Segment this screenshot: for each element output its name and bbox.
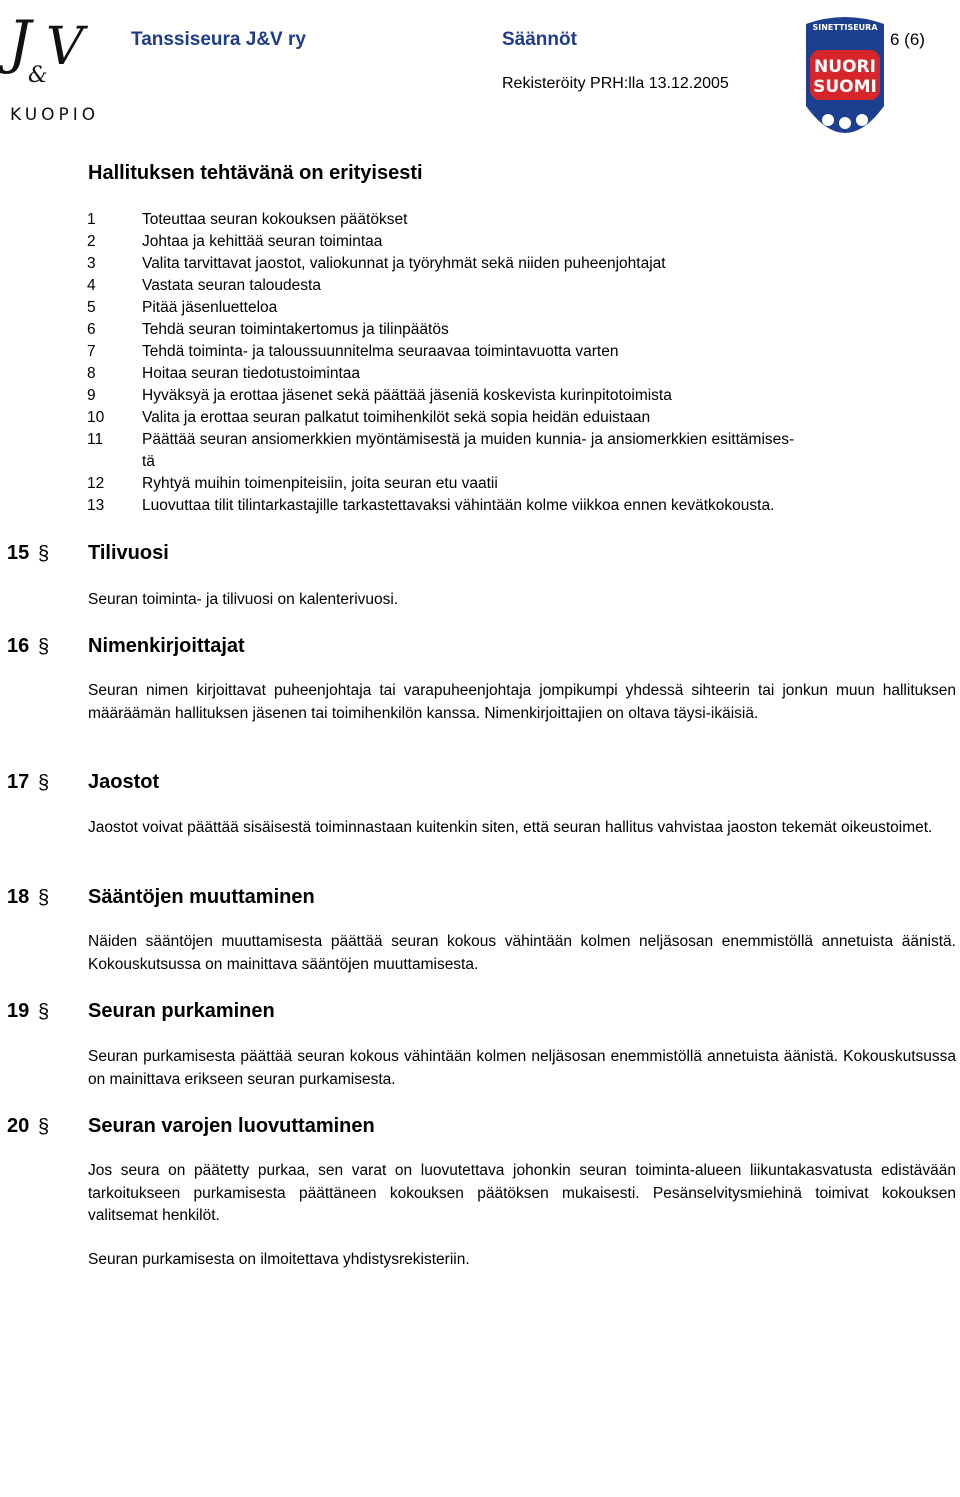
header-organization: Tanssiseura J&V ry xyxy=(131,29,306,50)
logo-city-text: KUOPIO xyxy=(10,105,100,125)
duty-item: 9 Hyväksyä ja erottaa jäsenet sekä päättää jäseniä koskevista kurinpitotoimista xyxy=(87,387,672,404)
duty-item: 3 Valita tarvittavat jaostot, valiokunnat ja työryhmät sekä niiden puheenjohtajat xyxy=(87,255,666,272)
svg-text:V: V xyxy=(46,17,84,77)
section-number: 17 xyxy=(7,771,30,793)
duties-list xyxy=(87,209,957,517)
duty-item: 1 Toteuttaa seuran kokouksen päätökset xyxy=(87,211,408,228)
jv-kuopio-logo xyxy=(6,4,100,125)
duty-item: 8 Hoitaa seuran tiedotustoimintaa xyxy=(87,365,360,382)
section-20-text: Jos seura on päätetty purkaa, sen varat on luovutettava johonkin seuran toiminta-alueen liikuntakasvatusta edistävään tarkoitukseen purkamisesta päättäneen kokouksen päätöksen mukaisesti. Pesänselvitysmiehinä toimivat kokouksen valitsemat henkilöt. xyxy=(88,1162,956,1224)
section-number: 20 xyxy=(7,1115,30,1137)
paragraph-sign: § xyxy=(38,636,50,658)
section-number: 16 xyxy=(7,635,30,657)
paragraph-sign: § xyxy=(38,1001,50,1023)
header-document-title: Säännöt xyxy=(502,29,577,50)
paragraph-sign: § xyxy=(38,772,50,794)
header-registration: Rekisteröity PRH:lla 13.12.2005 xyxy=(502,75,729,92)
section-title: Tilivuosi xyxy=(88,542,169,564)
duty-item: 10 Valita ja erottaa seuran palkatut toimihenkilöt sekä sopia heidän eduistaan xyxy=(87,409,651,426)
duty-item: 13 Luovuttaa tilit tilintarkastajille tarkastettavaksi vähintään kolme viikkoa ennen kevätkokousta. xyxy=(87,497,775,514)
section-15-text: Seuran toiminta- ja tilivuosi on kalenterivuosi. xyxy=(88,591,399,608)
duty-item: 11 Päättää seuran ansiomerkkien myöntämisestä ja muiden kunnia- ja ansiomerkkien esittämises- tä xyxy=(87,431,795,470)
duties-heading: Hallituksen tehtävänä on erityisesti xyxy=(88,162,423,184)
section-title: Jaostot xyxy=(88,771,160,793)
section-18-text: Näiden sääntöjen muuttamisesta päättää seuran kokous vähintään kolmen neljäsosan enemmistöllä annetuista äänistä. Kokouskutsussa on mainittava sääntöjen muuttamisesta. xyxy=(88,933,956,973)
section-title: Seuran purkaminen xyxy=(88,1000,275,1022)
logo-line2: SUOMI xyxy=(813,77,877,97)
paragraph-sign: § xyxy=(38,887,50,909)
paragraph-sign: § xyxy=(38,1116,50,1138)
section-number: 18 xyxy=(7,886,30,908)
duty-item: 5 Pitää jäsenluetteloa xyxy=(87,299,278,316)
section-number: 19 xyxy=(7,1000,30,1022)
nuori-suomi-logo xyxy=(798,10,892,160)
paragraph-sign: § xyxy=(38,543,50,565)
svg-text:J: J xyxy=(8,8,32,76)
section-title: Sääntöjen muuttaminen xyxy=(88,886,315,908)
header-page-number: 6 (6) xyxy=(890,30,925,49)
section-20-text-2: Seuran purkamisesta on ilmoitettava yhdistysrekisteriin. xyxy=(88,1251,470,1268)
duty-item: 2 Johtaa ja kehittää seuran toimintaa xyxy=(87,233,383,250)
section-title: Seuran varojen luovuttaminen xyxy=(88,1115,375,1137)
section-number: 15 xyxy=(7,542,30,564)
section-16-text: Seuran nimen kirjoittavat puheenjohtaja tai varapuheenjohtaja jompikumpi yhdessä sihteerin tai jonkun muun hallituksen määräämän hallituksen jäsenen tai toimihenkilön kanssa. Nimenkirjoittajien on oltava täysi-ikäisiä. xyxy=(88,682,956,722)
duty-item: 6 Tehdä seuran toimintakertomus ja tilinpäätös xyxy=(87,321,449,338)
section-19-text: Seuran purkamisesta päättää seuran kokous vähintään kolmen neljäsosan enemmistöllä annetuista äänistä. Kokouskutsussa on mainittava erikseen seuran purkamisesta. xyxy=(88,1048,956,1088)
duty-item: 4 Vastata seuran taloudesta xyxy=(87,277,321,294)
section-title: Nimenkirjoittajat xyxy=(88,635,245,657)
svg-text:&: & xyxy=(28,63,48,88)
duty-item: 7 Tehdä toiminta- ja taloussuunnitelma seuraavaa toimintavuotta varten xyxy=(87,343,619,360)
section-17-text: Jaostot voivat päättää sisäisestä toiminnastaan kuitenkin siten, että seuran hallitus vahvistaa jaoston tekemät oikeustoimet. xyxy=(88,819,933,836)
logo-top-text: SINETTISEURA xyxy=(812,23,878,32)
logo-line1: NUORI xyxy=(814,57,876,77)
duty-item: 12 Ryhtyä muihin toimenpiteisiin, joita seuran etu vaatii xyxy=(87,475,498,492)
